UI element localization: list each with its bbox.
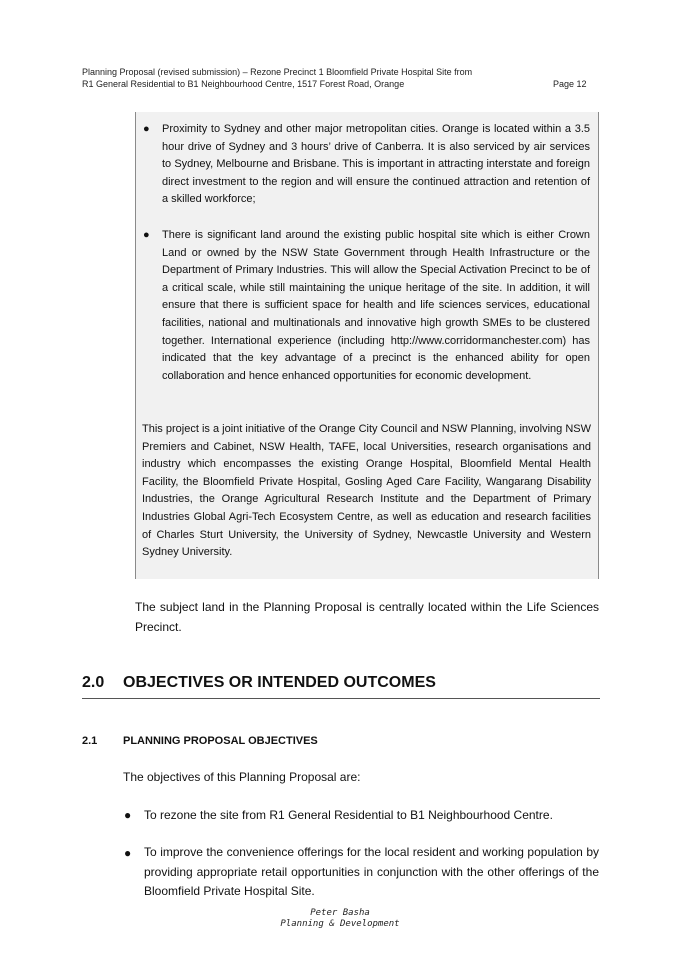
- bullet-icon: ●: [143, 229, 150, 241]
- footer-company: Planning & Development: [280, 919, 400, 929]
- subsection-number: 2.1: [82, 735, 98, 747]
- header-title-line1: Planning Proposal (revised submission) – Rezone Precinct 1 Bloomfield Private Hospital Site from: [82, 67, 473, 77]
- footer-name: Peter Basha: [310, 908, 370, 918]
- location-statement: The subject land in the Planning Proposal is centrally located within the Life Sciences Precinct.: [135, 600, 599, 634]
- objective-2: To improve the convenience offerings for the local resident and working population by providing appropriate retail opportunities in conjunction with the other offerings of the Bloomfield Private Hospital Site.: [144, 845, 599, 898]
- header-title-line2: R1 General Residential to B1 Neighbourhood Centre, 1517 Forest Road, Orange: [82, 79, 405, 89]
- subsection-title: PLANNING PROPOSAL OBJECTIVES: [123, 735, 318, 747]
- footer: [0, 908, 680, 930]
- bullet-icon: ●: [124, 808, 132, 822]
- objective-1: To rezone the site from R1 General Residential to B1 Neighbourhood Centre.: [144, 808, 553, 822]
- objectives-intro: The objectives of this Planning Proposal are:: [123, 770, 361, 784]
- quote-paragraph: This project is a joint initiative of the Orange City Council and NSW Planning, involving NSW Premiers and Cabinet, NSW Health, TAFE, local Universities, research organisations and industry which encompasses the existing Orange Hospital, Bloomfield Mental Health Facility, the Bloomfield Private Hospital, Gosling Aged Care Facility, Wangarang Disability Industries, the Orange Agricultural Research Institute and the Department of Primary Industries Global Agri-Tech Ecosystem Centre, as well as education and research facilities of Charles Sturt University, the University of Sydney, Newcastle University and Western Sydney University.: [142, 423, 591, 559]
- section-number: 2.0: [82, 674, 105, 691]
- section-title: OBJECTIVES OR INTENDED OUTCOMES: [123, 674, 436, 691]
- page-number: Page 12: [553, 79, 587, 89]
- bullet-icon: ●: [124, 846, 132, 860]
- section-divider: [82, 698, 600, 699]
- quote-bullet-1: Proximity to Sydney and other major metropolitan cities. Orange is located within a 3.5 hour drive of Sydney and 3 hours’ drive of Canberra. It is also serviced by air services to Sydney, Melbourne and Brisbane. This is important in attracting interstate and foreign direct investment to the region and will ensure the continued attraction and retention of a skilled workforce;: [162, 123, 590, 206]
- quote-bullet-2: There is significant land around the existing public hospital site which is either Crown Land or owned by the NSW State Government through Health Infrastructure or the Department of Primary Industries. This will allow the Special Activation Precinct to be of a critical scale, while still maintaining the unique heritage of the site. In addition, it will ensure that there is sufficient space for health and life sciences services, educational facilities, national and multinationals and innovative high growth SMEs to be clustered together. International experience (including http://www.corridormanchester.com) has indicated that the key advantage of a precinct is the enhanced ability for open collaboration and hence enhanced opportunities for economic development.: [162, 229, 590, 382]
- bullet-icon: ●: [143, 123, 150, 135]
